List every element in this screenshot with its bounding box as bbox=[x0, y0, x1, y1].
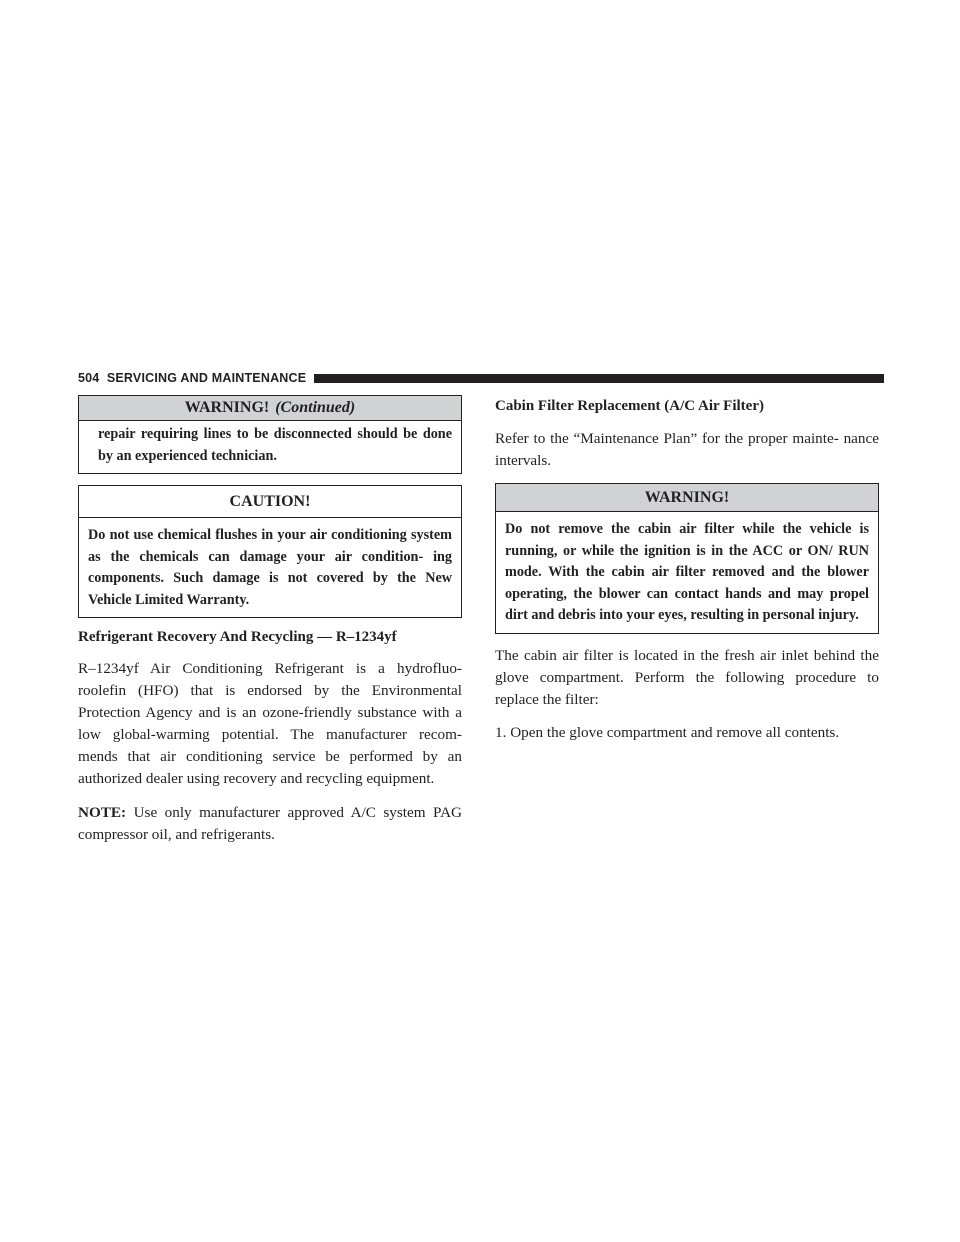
warning-body: Do not remove the cabin air filter while the vehicle is running, or while the ignition is in the ACC or ON/ RUN mode. With the cabin air filter removed and the blower operating, the blower can contact hands and may propel dirt and debris into your eyes, resulting in personal injury. bbox=[505, 521, 869, 623]
warning-continued-box bbox=[78, 395, 462, 474]
section-title: SERVICING AND MAINTENANCE bbox=[106, 371, 307, 385]
caution-title: CAUTION! bbox=[79, 486, 461, 518]
filter-location-paragraph: The cabin air filter is located in the fresh air inlet behind the glove compartment. Perform the following procedure to replace the filter: bbox=[495, 646, 879, 708]
caution-body: Do not use chemical flushes in your air conditioning system as the chemicals can damage your air condition- ing components. Such damage is not covered by the New Vehicle Limited Warranty. bbox=[88, 527, 452, 608]
header-rule bbox=[314, 374, 884, 383]
note-paragraph bbox=[78, 802, 462, 846]
warning-box bbox=[495, 483, 879, 634]
warning-continued-subtitle: (Continued) bbox=[275, 399, 356, 416]
cabin-filter-intro: Refer to the “Maintenance Plan” for the proper mainte- nance intervals. bbox=[495, 430, 879, 469]
right-column bbox=[495, 395, 879, 744]
refrigerant-heading: Refrigerant Recovery And Recycling — R–1234yf bbox=[78, 629, 397, 645]
caution-box bbox=[78, 485, 462, 618]
page-number: 504 bbox=[78, 371, 100, 385]
warning-continued-title: WARNING! bbox=[184, 399, 270, 416]
page-header bbox=[78, 370, 884, 386]
left-column bbox=[78, 395, 462, 846]
warning-continued-body: repair requiring lines to be disconnected should be done by an experienced technician. bbox=[98, 426, 452, 464]
warning-title: WARNING! bbox=[496, 484, 878, 512]
note-label: NOTE: bbox=[78, 804, 127, 821]
cabin-filter-heading: Cabin Filter Replacement (A/C Air Filter) bbox=[495, 398, 764, 414]
procedure-step-1: 1. Open the glove compartment and remove all contents. bbox=[495, 723, 840, 741]
note-text: Use only manufacturer approved A/C system PAG compressor oil, and refrigerants. bbox=[78, 804, 463, 843]
refrigerant-paragraph: R–1234yf Air Conditioning Refrigerant is a hydrofluo- roolefin (HFO) that is endorsed by the Environmental Protection Agency and is an ozone-friendly substance with a low global-warming potential. The manufacturer recom- mends that air conditioning service be performed by an authorized dealer using recovery and recycling equipment. bbox=[78, 660, 462, 787]
warning-continued-heading bbox=[79, 396, 461, 421]
page-header-text bbox=[78, 371, 306, 385]
